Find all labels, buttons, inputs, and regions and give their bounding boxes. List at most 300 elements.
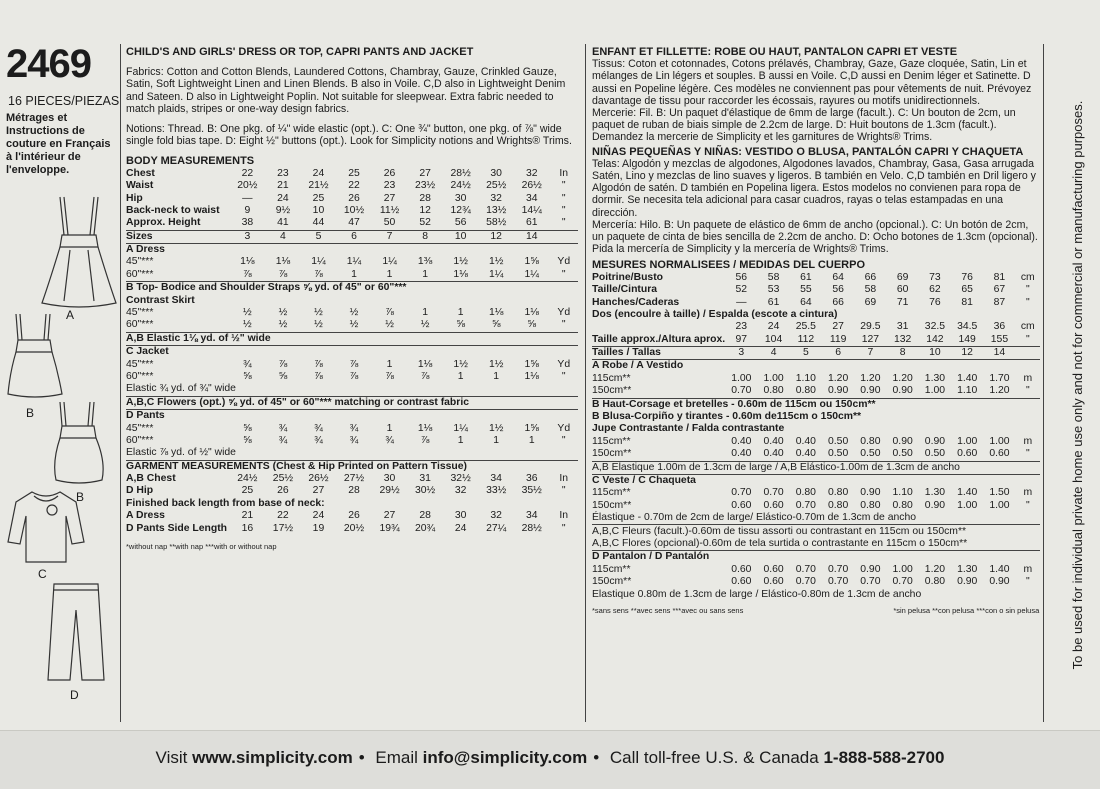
cell: 24½ xyxy=(450,180,471,192)
cell: 4 xyxy=(280,230,286,242)
pattern-number: 2469 xyxy=(6,42,91,86)
cell: 69 xyxy=(896,271,909,283)
cell: 1½ xyxy=(488,358,504,370)
table-row xyxy=(592,436,1040,448)
table-note-row xyxy=(126,346,578,359)
cell: " xyxy=(561,485,566,497)
cell: 0.70 xyxy=(828,563,849,575)
cell: 0.60 xyxy=(957,448,978,460)
cell: 35½ xyxy=(521,485,542,497)
view-b-top-sketch-front xyxy=(50,400,108,486)
cell: 7 xyxy=(386,230,393,242)
cell: 0.90 xyxy=(860,563,881,575)
cell: 10½ xyxy=(343,204,365,216)
table-row xyxy=(592,448,1040,461)
note-text: A Dress xyxy=(126,244,165,256)
cell: 0.60 xyxy=(731,499,752,511)
cell: 34 xyxy=(525,510,538,522)
cell: 1.00 xyxy=(731,372,752,384)
english-footnote: *without nap **with nap ***with or without nap xyxy=(126,541,277,551)
cell: 4 xyxy=(770,347,777,359)
table-note-row xyxy=(126,295,578,307)
cell: 1 xyxy=(493,370,500,382)
table-row xyxy=(592,334,1040,347)
cell: 1⅛ xyxy=(275,256,291,268)
cell: 0.60 xyxy=(763,576,784,588)
cell: 0.60 xyxy=(763,563,784,575)
cell: In xyxy=(559,510,569,522)
cell: 24 xyxy=(767,321,780,333)
cell: 1 xyxy=(422,307,428,319)
cell: 1¼ xyxy=(346,256,362,268)
cell: 32.5 xyxy=(924,321,946,333)
note-text: A,B Elastic 1⅛ yd. of ½" wide xyxy=(126,332,271,344)
cell: 1⅛ xyxy=(417,422,433,434)
cell: 52 xyxy=(419,217,431,229)
cell: 56 xyxy=(832,284,844,296)
table-row xyxy=(126,168,578,180)
cell: 0.70 xyxy=(731,487,752,499)
table-row xyxy=(592,373,1040,385)
cell: 24 xyxy=(454,522,467,534)
cell: 0.70 xyxy=(795,576,816,588)
cell: 1.00 xyxy=(924,385,946,397)
cell: ½ xyxy=(243,307,252,319)
mesures-heading: MESURES NORMALISEES / MEDIDAS DEL CUERPO xyxy=(592,259,865,272)
cell: 52 xyxy=(735,284,748,296)
cell xyxy=(550,230,578,243)
cell: 65 xyxy=(961,284,973,296)
cell: 64 xyxy=(832,271,844,283)
divider-right xyxy=(1043,44,1044,722)
cell: 1 xyxy=(422,268,428,280)
cell: 1⅛ xyxy=(240,256,255,268)
cell: 32 xyxy=(525,167,538,179)
note-text: Finished back length from base of neck: xyxy=(126,497,325,509)
table-row xyxy=(126,371,578,383)
cell: 0.80 xyxy=(795,385,816,397)
cell: ⅞ xyxy=(314,268,323,280)
merceria-text: Mercería: Hilo. B: Un paquete de elástico de 6mm de ancho (opcional.). C: Un botón de 2cm, un paquete de cinta de bies sencilla de 2.2cm de ancho. D: Ocho botones de 1.3cm (opcional). Pida la mercería de Simplicity y la mercería de Wrights® Trims. xyxy=(592,218,1038,256)
cell: 27¼ xyxy=(486,522,507,534)
cell: 6 xyxy=(835,347,841,359)
cell: 1⅜ xyxy=(417,256,433,268)
cell: " xyxy=(1025,284,1030,296)
cell: 61 xyxy=(525,217,538,229)
row-label: Chest xyxy=(126,167,155,179)
cell: 0.50 xyxy=(828,435,849,447)
note-text: GARMENT MEASUREMENTS (Chest & Hip Printed on Pattern Tissue) xyxy=(126,460,467,472)
cell: 27 xyxy=(383,510,396,522)
cell: 20¾ xyxy=(414,522,436,534)
table-row xyxy=(592,385,1040,398)
cell: 62 xyxy=(929,284,941,296)
french-title: ENFANT ET FILLETTE: ROBE OU HAUT, PANTALON CAPRI ET VESTE xyxy=(592,46,958,58)
cell: ⅞ xyxy=(314,370,323,382)
cell: 30½ xyxy=(414,485,436,497)
cell: 16 xyxy=(241,522,254,534)
table-row xyxy=(126,435,578,447)
cell: 1.20 xyxy=(989,385,1010,397)
cell: 5 xyxy=(315,230,322,242)
cell: 0.50 xyxy=(924,448,946,460)
cell: " xyxy=(1025,448,1030,460)
cell: 1.00 xyxy=(989,435,1010,447)
cell: 1 xyxy=(457,370,464,382)
table-row xyxy=(126,205,578,217)
cell: ¾ xyxy=(278,422,288,434)
cell: In xyxy=(559,473,569,485)
cell: " xyxy=(1025,296,1030,308)
row-label: 45"*** xyxy=(126,256,154,268)
cell: Yd xyxy=(557,307,571,319)
cell: 8 xyxy=(899,347,906,359)
cell: 127 xyxy=(861,333,880,345)
cell: 1⅝ xyxy=(524,422,539,434)
cell: 1½ xyxy=(453,256,468,268)
cell: 26 xyxy=(348,510,360,522)
cell: 3 xyxy=(738,347,745,359)
cell: 1.70 xyxy=(989,372,1010,384)
cell: 0.80 xyxy=(860,435,881,447)
row-label: Waist xyxy=(126,180,154,192)
cell: 19 xyxy=(312,522,325,534)
table-note-row xyxy=(126,332,578,345)
cell: 50 xyxy=(383,217,396,229)
cell: 31 xyxy=(896,321,909,333)
cell: 19¾ xyxy=(379,522,400,534)
cell: 44 xyxy=(312,217,325,229)
telas-text: Telas: Algodón y mezclas de algodones, Algodones lavados, Chambray, Gasa, Gasa arrugada Satén, Lino y mezclas de lino suaves y ligeros. B también en Velo. C,D también en Dril ligero y Algodón de satén. D también en Popelina ligera. Estos modelos no convienen para ropa de dormir. Se necesita tela adicional para casar cuadros, rayas o telas estampadas en una dirección. xyxy=(592,157,1036,219)
cell: ½ xyxy=(278,307,288,319)
cell: 0.40 xyxy=(763,435,784,447)
cell: ½ xyxy=(243,319,252,331)
table-row xyxy=(126,485,578,497)
cell: 66 xyxy=(832,296,844,308)
cell: 14 xyxy=(525,230,538,242)
cell: ⅞ xyxy=(243,268,252,280)
cell: ⅞ xyxy=(420,434,430,446)
cell: 0.90 xyxy=(924,499,946,511)
notions-text: Notions: Thread. B: One pkg. of ¼" wide elastic (opt.). C: One ¾" button, one pkg. of ⅞" wide single fold bias tape. D: Eight ½" buttons (opt.). Look for Simplicity notions and Wrights® Trims. xyxy=(126,123,572,148)
cell: 25 xyxy=(241,485,254,497)
cell: 0.80 xyxy=(924,576,946,588)
cell: 60 xyxy=(896,284,909,296)
cell: Yd xyxy=(557,422,571,434)
cell: 1.30 xyxy=(924,372,946,384)
cell: 25½ xyxy=(486,180,507,192)
cell: 0.70 xyxy=(731,385,752,397)
cell: ½ xyxy=(349,319,359,331)
cell: 58 xyxy=(767,271,780,283)
table-row xyxy=(592,500,1040,512)
table-row xyxy=(126,358,578,370)
cell: 21 xyxy=(241,510,254,522)
table-note-row xyxy=(592,538,1040,551)
sketch-label-d: D xyxy=(70,688,79,702)
table-note-row xyxy=(592,461,1040,474)
table-note-row xyxy=(126,243,578,256)
cell: 34.5 xyxy=(957,321,978,333)
note-text: B Top- Bodice and Shoulder Straps ⅝ yd. of 45" or 60"*** xyxy=(126,282,407,294)
cell: 58 xyxy=(864,284,877,296)
view-b-top-sketch-back xyxy=(6,312,64,400)
view-a-dress-sketch xyxy=(40,195,118,313)
cell: 27 xyxy=(312,485,325,497)
sketch-label-c: C xyxy=(38,567,47,581)
cell: 104 xyxy=(764,333,783,345)
cell: m xyxy=(1023,372,1033,384)
table-row xyxy=(126,307,578,319)
cell: 0.70 xyxy=(763,487,784,499)
cell: 1⅛ xyxy=(524,307,539,319)
table-note-row xyxy=(592,525,1040,538)
cell: 1 xyxy=(528,434,535,446)
cell: " xyxy=(561,192,566,204)
foot-es: *sin pelusa **con pelusa ***con o sin pelusa xyxy=(893,605,1040,615)
cell: 27½ xyxy=(343,473,365,485)
cell: 28 xyxy=(419,192,431,204)
table-row xyxy=(592,284,1040,296)
cell: ⅝ xyxy=(243,422,252,434)
note-text: A,B,C Fleurs (facult.)-0.60m de tissu assorti ou contrastant en 115cm ou 150cm** xyxy=(592,525,967,537)
cell: 21 xyxy=(277,180,289,192)
cell: 28½ xyxy=(521,522,542,534)
cell: 34 xyxy=(525,192,538,204)
cell: 1.10 xyxy=(957,385,978,397)
cell: 0.50 xyxy=(892,448,913,460)
cell: 32 xyxy=(490,192,502,204)
table-row xyxy=(592,347,1040,360)
cell: ⅞ xyxy=(385,370,394,382)
cell: 0.80 xyxy=(892,499,913,511)
cell: 0.90 xyxy=(924,435,946,447)
table-note-row xyxy=(592,411,1040,423)
cell: 20½ xyxy=(237,180,258,192)
cell: " xyxy=(1025,576,1030,588)
cell: 0.80 xyxy=(763,385,784,397)
cell: ⅞ xyxy=(349,370,359,382)
row-label: A,B Chest xyxy=(126,473,176,485)
row-label: 115cm** xyxy=(592,435,631,447)
cell: ¾ xyxy=(243,358,252,370)
cell: 0.40 xyxy=(763,448,784,460)
cell: 1⅝ xyxy=(524,358,539,370)
cell: ⅞ xyxy=(349,358,359,370)
cell: 27 xyxy=(832,321,844,333)
row-label: 115cm** xyxy=(592,487,631,499)
row-label: 115cm** xyxy=(592,372,631,384)
cell: 23 xyxy=(277,167,289,179)
cell: ⅞ xyxy=(420,370,430,382)
table-row xyxy=(126,422,578,434)
cell: 0.80 xyxy=(860,499,881,511)
row-label: 45"*** xyxy=(126,307,154,319)
cell: ¾ xyxy=(349,422,359,434)
cell: ⅝ xyxy=(527,319,537,331)
cell: 26½ xyxy=(308,473,329,485)
table-note-row xyxy=(126,282,578,295)
cell: 0.60 xyxy=(989,448,1010,460)
cell: 0.90 xyxy=(860,487,881,499)
row-label: Poitrine/Busto xyxy=(592,271,664,283)
website-link[interactable]: www.simplicity.com xyxy=(192,748,353,767)
table-note-row xyxy=(592,512,1040,525)
cell: 24 xyxy=(277,192,289,204)
row-label: 150cm** xyxy=(592,576,632,588)
cell: 22 xyxy=(277,510,289,522)
table-note-row xyxy=(592,398,1040,411)
cell: " xyxy=(561,180,566,192)
table-note-row xyxy=(592,360,1040,373)
english-title: CHILD'S AND GIRLS' DRESS OR TOP, CAPRI PANTS AND JACKET xyxy=(126,46,474,58)
cell: 36 xyxy=(993,321,1006,333)
cell: 67 xyxy=(993,284,1006,296)
cell: 14¼ xyxy=(521,204,542,216)
cell: 61 xyxy=(800,271,812,283)
cell: 6 xyxy=(351,230,357,242)
cell: " xyxy=(561,204,566,216)
cell: 97 xyxy=(735,333,748,345)
cell: 1⅛ xyxy=(488,307,504,319)
cell: 0.90 xyxy=(892,435,913,447)
cell: 73 xyxy=(929,271,941,283)
table-row xyxy=(126,180,578,192)
cell: 22 xyxy=(348,180,360,192)
row-label xyxy=(592,321,725,333)
cell: 14 xyxy=(993,347,1006,359)
cell: 28½ xyxy=(450,167,471,179)
cell: 81 xyxy=(961,296,973,308)
french-instructions-note: Métrages et Instructions de couture en Français à l'intérieur de l'enveloppe. xyxy=(6,112,111,176)
cell: 76 xyxy=(929,296,941,308)
table-row xyxy=(126,523,578,535)
cell: 23 xyxy=(735,321,748,333)
table-note-row xyxy=(126,410,578,423)
note-text: D Pantalon / D Pantalón xyxy=(592,551,710,563)
mercerie-text: Mercerie: Fil. B: Un paquet d'élastique de 6mm de large (facult.). C: Un bouton de 2cm, un paquet de ruban de biais simple de 2.2cm de large. D: Huit boutons de 1.3cm (facult.). Demandez la mercerie de Simplicity et les garnitures de Wrights® Trims. xyxy=(592,107,1016,144)
cell: 0.80 xyxy=(795,487,816,499)
cell: 9½ xyxy=(275,204,291,216)
table-row xyxy=(592,487,1040,499)
cell: 55 xyxy=(800,284,812,296)
cell: 9 xyxy=(244,204,251,216)
cell: ¾ xyxy=(278,434,288,446)
cell: m xyxy=(1023,487,1033,499)
note-text: B Blusa-Corpiño y tirantes - 0.60m de115cm o 150cm** xyxy=(592,411,862,423)
cell: 1 xyxy=(386,422,393,434)
cell: ⅞ xyxy=(278,358,288,370)
table-row xyxy=(126,473,578,485)
cell: 87 xyxy=(993,296,1006,308)
cell: 61 xyxy=(767,296,780,308)
cell: " xyxy=(561,522,566,534)
cell: 10 xyxy=(454,230,467,242)
cell: 155 xyxy=(990,333,1009,345)
divider-middle xyxy=(585,44,586,722)
cell: ⅝ xyxy=(456,319,465,331)
cell: 25 xyxy=(312,192,325,204)
cell: 26½ xyxy=(521,180,542,192)
email-label: Email xyxy=(375,748,418,767)
note-text: Dos (encoulre à taille) / Espalda (escote a cintura) xyxy=(592,308,838,320)
cell: 1¼ xyxy=(524,268,539,280)
french-measurements-table xyxy=(592,272,1040,601)
cell: 21½ xyxy=(308,180,329,192)
row-label: Tailles / Tallas xyxy=(592,347,661,359)
row-label: 45"*** xyxy=(126,422,154,434)
cell: 1.50 xyxy=(989,487,1010,499)
cell: 5 xyxy=(802,347,809,359)
table-row xyxy=(592,321,1040,333)
cell: 0.40 xyxy=(795,435,816,447)
cell: 27 xyxy=(383,192,396,204)
cell: m xyxy=(1023,435,1033,447)
cell: ⅝ xyxy=(243,370,252,382)
cell: 24 xyxy=(312,510,325,522)
cell: 29.5 xyxy=(860,321,881,333)
cell: " xyxy=(561,370,566,382)
cell: 1.30 xyxy=(924,487,946,499)
row-label: Sizes xyxy=(126,230,153,242)
cell: 1 xyxy=(457,434,464,446)
cell: 30 xyxy=(454,192,467,204)
cell: 1⅛ xyxy=(453,268,468,280)
cell: 1¼ xyxy=(311,256,326,268)
row-label: A Dress xyxy=(126,510,165,522)
cell: 53 xyxy=(767,284,780,296)
cell: 28 xyxy=(348,485,360,497)
cell: 47 xyxy=(348,217,360,229)
cell: 1.00 xyxy=(763,372,784,384)
cell: 132 xyxy=(893,333,912,345)
cell: 0.60 xyxy=(731,576,752,588)
cell: — xyxy=(736,296,747,308)
cell: 0.60 xyxy=(731,563,752,575)
note-text: A Robe / A Vestido xyxy=(592,360,684,372)
cell: 149 xyxy=(958,333,976,345)
cell: 38 xyxy=(241,217,254,229)
cell: 12¾ xyxy=(450,204,471,216)
cell: 0.70 xyxy=(828,576,849,588)
table-row xyxy=(126,269,578,282)
cell: 0.90 xyxy=(892,385,913,397)
table-note-row xyxy=(592,588,1040,600)
note-text: D Pants xyxy=(126,410,165,422)
cell: 1.00 xyxy=(989,499,1010,511)
cell: 0.40 xyxy=(731,435,752,447)
cell: " xyxy=(1025,333,1030,345)
email-link[interactable]: info@simplicity.com xyxy=(422,748,588,767)
cell: 76 xyxy=(961,271,973,283)
cell: 17½ xyxy=(272,522,294,534)
cell: 1½ xyxy=(488,256,504,268)
cell: 22 xyxy=(241,167,254,179)
table-note-row xyxy=(126,396,578,409)
cell: m xyxy=(1023,563,1033,575)
cell: 1 xyxy=(386,268,393,280)
cell: 1⅛ xyxy=(417,358,433,370)
table-row xyxy=(592,272,1040,284)
cell: 28 xyxy=(419,510,431,522)
cell: 10 xyxy=(929,347,941,359)
row-label: 115cm** xyxy=(592,563,631,575)
table-row xyxy=(126,319,578,332)
cell: 25½ xyxy=(272,473,294,485)
cell: 23 xyxy=(383,180,396,192)
foot-fr: *sans sens **avec sens ***avec ou sans sens xyxy=(592,605,744,615)
tissus-text: Tissus: Coton et cotonnades, Cotons prélavés, Chambray, Gaze, Gaze cloquée, Satin, Lin et mélanges de Lin légers et souples. B aussi en Voile. C,D aussi en Denim léger et Satinette. D aussi en Popeline légère. Ces modèles ne conviennent pas pour vêtements de nuit. Prévoyez davantage de tissu pour raccorder les écossais, rayures ou motifs unidirectionnels. xyxy=(592,58,1032,107)
